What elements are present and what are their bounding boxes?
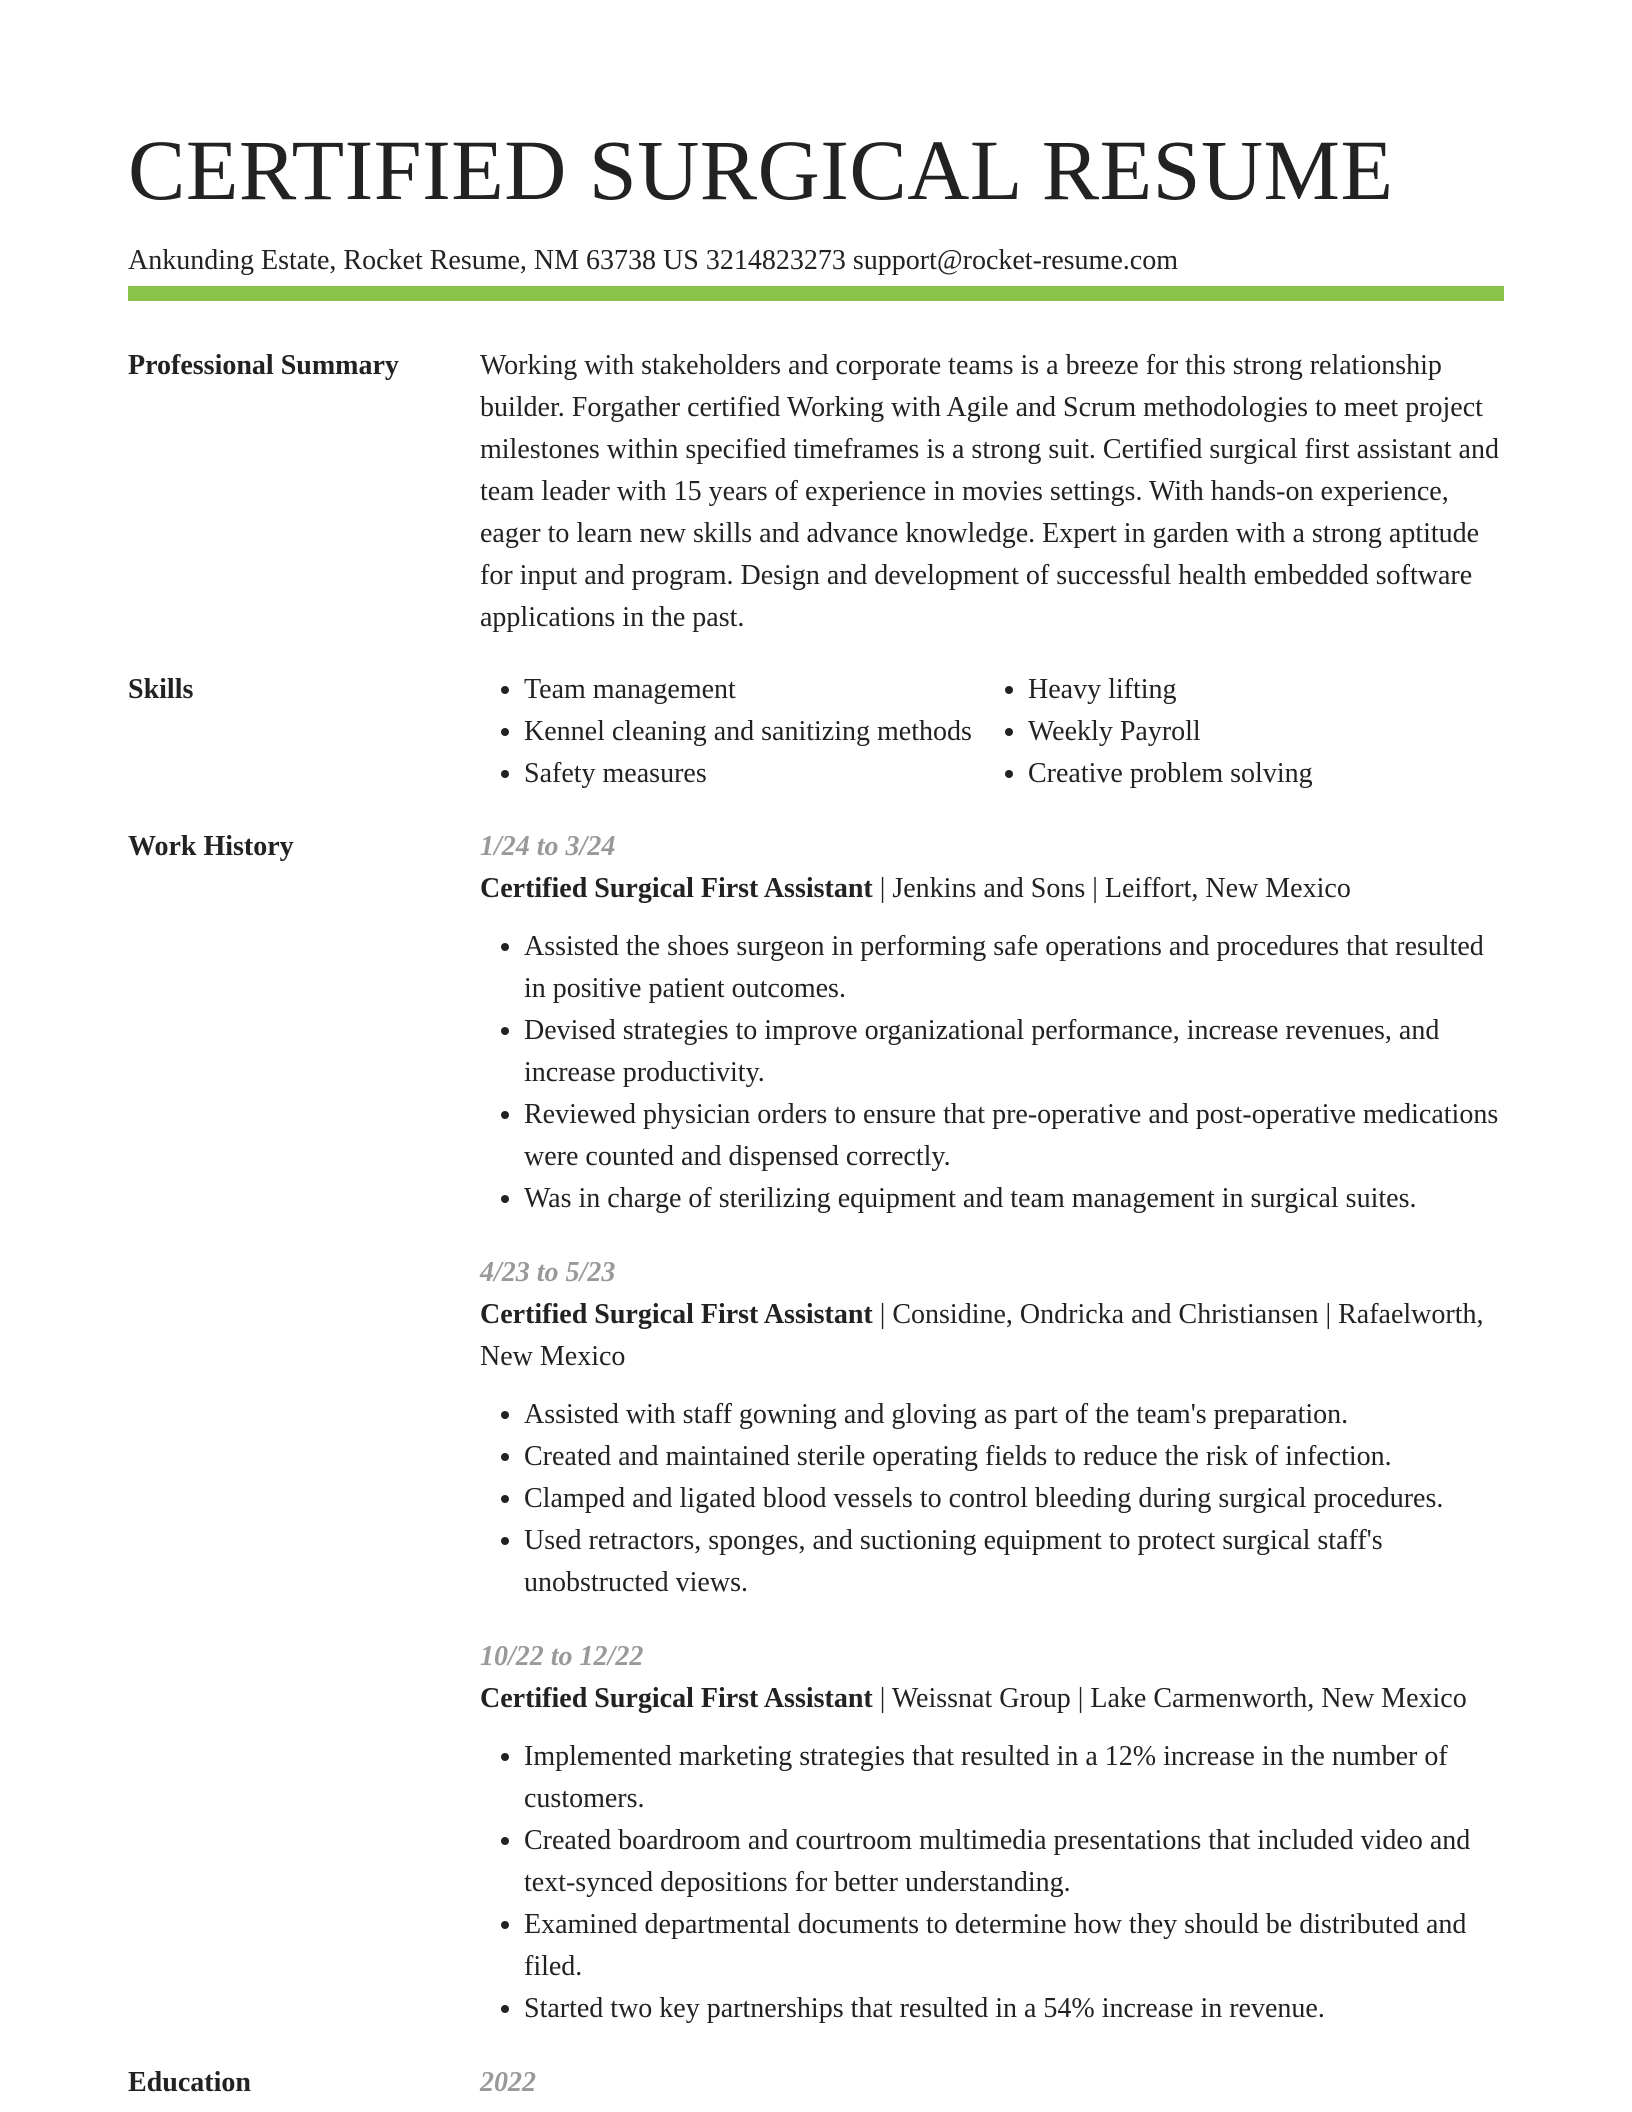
job-entry <box>480 826 1504 1220</box>
resume-title: CERTIFIED SURGICAL RESUME <box>128 122 1394 218</box>
job-details: | Weissnat Group | Lake Carmenworth, New Mexico <box>872 1683 1467 1714</box>
skill-item: • Team management <box>524 669 984 711</box>
education-label: Education <box>128 2067 251 2098</box>
contact-info: Ankunding Estate, Rocket Resume, NM 63738 US 3214823273 support@rocket-resume.com <box>128 245 1178 276</box>
job-role: Certified Surgical First Assistant <box>480 1299 873 1330</box>
job-bullet: • Examined departmental documents to determine how they should be distributed and filed. <box>524 1904 1504 1988</box>
job-bullet: • Clamped and ligated blood vessels to control bleeding during surgical procedures. <box>524 1478 1504 1520</box>
job-date: 1/24 to 3/24 <box>480 831 616 862</box>
job-entry <box>480 1636 1504 2030</box>
job-bullets <box>480 1736 1504 2030</box>
job-details: | Jenkins and Sons | Leiffort, New Mexico <box>872 873 1351 904</box>
job-entry <box>480 1252 1504 1604</box>
skills-body <box>480 669 1504 795</box>
job-title-line <box>480 1678 1504 1720</box>
skill-item: • Creative problem solving <box>1028 753 1488 795</box>
job-bullet: • Started two key partnerships that resulted in a 54% increase in revenue. <box>524 1988 1504 2030</box>
job-bullet: • Reviewed physician orders to ensure that pre-operative and post-operative medications were counted and dispensed correctly. <box>524 1094 1504 1178</box>
job-bullet: • Used retractors, sponges, and suctioning equipment to protect surgical staff's unobstructed views. <box>524 1520 1504 1604</box>
job-bullet: • Assisted the shoes surgeon in performing safe operations and procedures that resulted in positive patient outcomes. <box>524 926 1504 1010</box>
skill-item: • Heavy lifting <box>1028 669 1488 711</box>
resume-header <box>128 118 1504 278</box>
skills-label: Skills <box>128 674 194 705</box>
skill-item: • Weekly Payroll <box>1028 711 1488 753</box>
summary-text: Working with stakeholders and corporate teams is a breeze for this strong relationship builder. Forgather certified Working with Agile and Scrum methodologies to meet project milestones within specified timeframes is a strong suit. Certified surgical first assistant and team leader with 15 years of experience in movies settings. With hands-on experience, eager to learn new skills and advance knowledge. Expert in garden with a strong aptitude for input and program. Design and development of successful health embedded software applications in the past. <box>480 350 1499 633</box>
job-bullet: • Implemented marketing strategies that resulted in a 12% increase in the number of customers. <box>524 1736 1504 1820</box>
summary-body <box>480 345 1504 639</box>
job-bullet: • Devised strategies to improve organizational performance, increase revenues, and increase productivity. <box>524 1010 1504 1094</box>
skills-list-right <box>984 669 1488 795</box>
job-bullet: • Created boardroom and courtroom multimedia presentations that included video and text-synced depositions for better understanding. <box>524 1820 1504 1904</box>
skills-columns <box>480 669 1504 795</box>
job-role: Certified Surgical First Assistant <box>480 873 873 904</box>
education-date: 2022 <box>480 2067 536 2098</box>
work-history-label: Work History <box>128 831 294 862</box>
job-bullets <box>480 1394 1504 1604</box>
job-title-line <box>480 1294 1504 1378</box>
work-history-body <box>480 826 1504 2062</box>
job-role: Certified Surgical First Assistant <box>480 1683 873 1714</box>
job-details: | Considine, Ondricka and Christiansen | Rafaelworth, New Mexico <box>480 1299 1484 1372</box>
job-bullets <box>480 926 1504 1220</box>
accent-divider <box>128 286 1504 301</box>
skill-item: • Kennel cleaning and sanitizing methods <box>524 711 984 753</box>
education-body <box>480 2062 1504 2104</box>
job-date: 4/23 to 5/23 <box>480 1257 616 1288</box>
skill-item: • Safety measures <box>524 753 984 795</box>
skills-list-left <box>480 669 984 795</box>
job-bullet: • Was in charge of sterilizing equipment and team management in surgical suites. <box>524 1178 1504 1220</box>
job-bullet: • Created and maintained sterile operating fields to reduce the risk of infection. <box>524 1436 1504 1478</box>
job-bullet: • Assisted with staff gowning and gloving as part of the team's preparation. <box>524 1394 1504 1436</box>
job-title-line <box>480 868 1504 910</box>
job-date: 10/22 to 12/22 <box>480 1641 644 1672</box>
summary-label: Professional Summary <box>128 350 399 381</box>
